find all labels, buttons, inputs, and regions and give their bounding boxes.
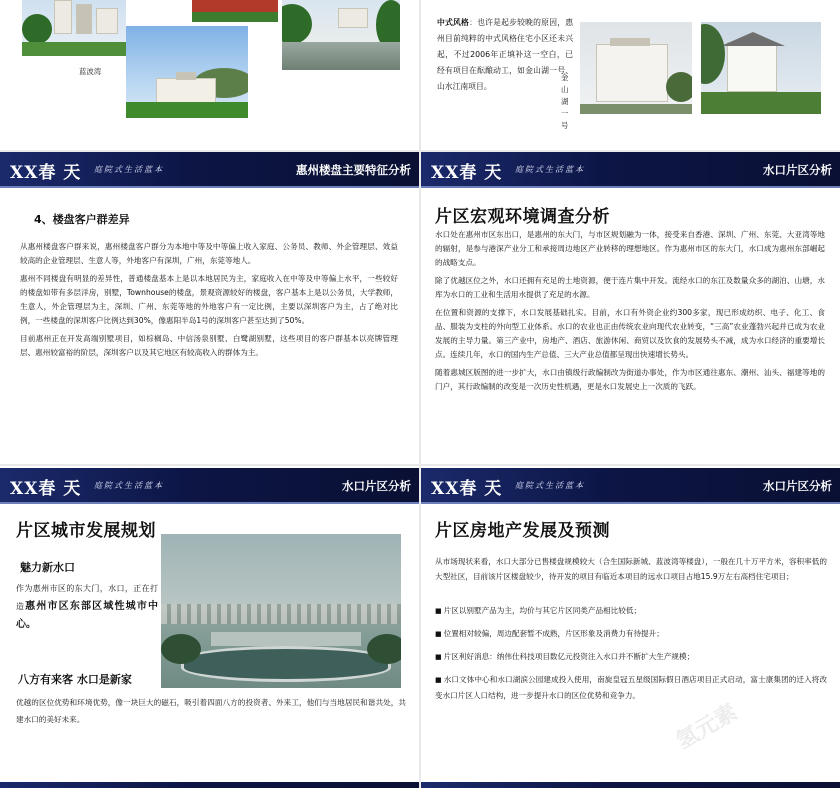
section-title: 水口片区分析: [763, 163, 832, 177]
slide-body: [435, 228, 825, 398]
photo-residential-towers: [22, 0, 126, 56]
slide-banner: [421, 468, 840, 502]
photo-clubhouse: [126, 26, 248, 118]
list-item: ■ 片区利好消息：纳伟仕科技项目数亿元投资注入水口并不断扩大生产规模；: [435, 649, 827, 665]
slide-urban-planning: [0, 466, 419, 780]
paragraph: 随着惠城区版图的进一步扩大，水口由镇级行政编制改为街道办事处，作为市区通往惠东、潮州、汕头、福建等地的门户，其行政编制的改变是一次历史性机遇，更是水口发展史上一次质的飞跃。: [435, 368, 825, 391]
intro-text: [16, 580, 158, 634]
brand-tagline: 庭院式生活蓝本: [94, 165, 164, 174]
photo-caption: 蓝波湾: [79, 67, 102, 76]
subheading: 八方有来客 水口是新家: [18, 673, 132, 686]
slide-banner: [0, 468, 419, 502]
section-title: 惠州楼盘主要特征分析: [296, 163, 411, 177]
intro-text-strong: 惠州市区东部区域性城市中心。: [16, 601, 159, 630]
paragraph: 惠州不同楼盘有明显的差异性，普通楼盘基本上是以本地居民为主，家庭收入在中等及中等偏上水平，一些较好的楼盘如带有多层洋房，别墅，Townhouse的楼盘，景观资源较好的楼盘，客户基本上是以公务员，大学教师，生意人，外企管理层为主，深圳、广州、东莞等地的外地客户有一定比例，主要以深圳客户为主，占了绝对比例，一些楼盘的深圳客户比例达到30%，像惠阳半岛1号的深圳客户甚至达到了50%。: [20, 274, 398, 325]
brand-logo: XX春 天: [431, 163, 503, 183]
section-title: 水口片区分析: [763, 479, 832, 493]
intro-text-plain: 作为惠州市区的东大门，水口，正在打造: [16, 584, 158, 611]
slide-heading: 片区城市发展规划: [16, 521, 156, 541]
subheading: 魅力新水口: [20, 561, 75, 574]
intro-text: 从市场现状来看，水口大部分已售楼盘规模较大（合生国际新城、蓝波湾等楼盘），一般在几十万平方米，容积率低的大型社区，目前该片区楼盘较少，待开发的项目有临近本项目的远水口项目占地15.9万左右高档住宅项目；: [435, 557, 827, 581]
photo-caption-jinshanhu: 金山湖一号: [561, 73, 569, 130]
paragraph: 在位置和资源的支撑下，水口发展基础扎实。目前，水口有外资企业约300多家，现已形成纺织、电子、化工、食品、服装为支柱的外向型工业体系。水口的农业也正由传统农业向现代农业转变，“三高”农业蓬勃兴起并已成为农业发展的主导力量。第三产业中，房地产、酒店、旅游休闲、商贸以及饮食的发展势头不减，成为水口经济的重要增长点。连续几年，水口的国内生产总值、三大产业总值都呈现出快速增长势头。: [435, 308, 825, 359]
list-item: ■ 水口文体中心和水口湖滨公园建成投入使用，南旋皇冠五星级国际假日酒店项目正式启动，富士康集团的迁入将改变水口片区人口结构，进一步提升水口的区位优势和竞争力。: [435, 672, 827, 703]
brand-tagline: 庭院式生活蓝本: [515, 165, 585, 174]
slide-lanbowan-photos: [0, 0, 419, 150]
chinese-style-text: [437, 15, 573, 95]
photo-city-aerial: [161, 534, 401, 688]
slide-heading: 片区房地产发展及预测: [435, 521, 610, 541]
closing-text: 优越的区位优势和环境优势，像一块巨大的磁石，吸引着四面八方的投资者、外来工，他们与当地居民和谐共处，共建水口的美好未来。: [16, 698, 406, 724]
paragraph: 从惠州楼盘客户群来说，惠州楼盘客户群分为本地中等及中等偏上收入家庭、公务员、教师、外企管理层、效益较高的企业管理层、生意人等，外地客户有深圳，广州，东莞等地人。: [20, 242, 398, 265]
next-slide-banner: [421, 782, 840, 788]
slide-real-estate-forecast: [421, 466, 840, 780]
slide-banner: [0, 152, 419, 186]
photo-villa: [701, 22, 821, 114]
slide-body: [20, 240, 398, 364]
list-item: ■ 片区以别墅产品为主，均价与其它片区同类产品相比较低；: [435, 603, 827, 619]
slide-customer-groups: [0, 152, 419, 464]
photo-lake-villa: [282, 0, 400, 70]
brand-logo: XX春 天: [431, 479, 503, 499]
next-slide-banner: [0, 782, 419, 788]
paragraph: 除了优越区位之外，水口还拥有充足的土地资源，便于连片集中开发。流经水口的东江及数量众多的湖泊、山塘，水库为水口的工业和生活用水提供了充足的水源。: [435, 276, 825, 299]
photo-garden: [192, 0, 278, 22]
brand-logo: XX春 天: [10, 163, 82, 183]
photo-apartment-block: [580, 22, 692, 114]
list-item: ■ 位置相对较偏，周边配套暂不成熟，片区形象及消费力有待提升；: [435, 626, 827, 642]
chinese-style-label: 中式风格: [437, 18, 470, 27]
slide-macro-environment: [421, 152, 840, 464]
slide-heading: 片区宏观环境调查分析: [435, 207, 610, 227]
paragraph: 水口处在惠州市区东出口，是惠州的东大门，与市区规划融为一体，接受来自香港、深圳、广州、东莞、大亚湾等地的辐射，是参与港深产业分工和承接周边地区产业转移的理想地区。作为惠州市区的东大门，水口成为惠州东部崛起的战略支点。: [435, 230, 825, 267]
slide-banner: [421, 152, 840, 186]
brand-tagline: 庭院式生活蓝本: [515, 481, 585, 490]
chinese-style-body: ：也许是起步较晚的原因，惠州目前纯粹的中式风格住宅小区还未兴起，不过2006年正填补这一空白，已经有项目在酝酿动工，如金山湖一号、山水江南项目。: [437, 18, 574, 91]
watermark: 氢元素: [672, 699, 742, 755]
brand-logo: XX春 天: [10, 479, 82, 499]
section-title: 水口片区分析: [342, 479, 411, 493]
brand-tagline: 庭院式生活蓝本: [94, 481, 164, 490]
slide-chinese-style: [421, 0, 840, 150]
bullet-list: [435, 603, 827, 710]
paragraph: 目前惠州正在开发高端别墅项目，如棕榈岛、中信汤泉别墅、白鹭湖别墅，这些项目的客户群基本以亮牌管理层、惠州较富裕的阶层，深圳客户以及其它地区有较高收入的群体为主。: [20, 334, 398, 357]
slide-heading: 4、楼盘客户群差异: [34, 213, 130, 226]
